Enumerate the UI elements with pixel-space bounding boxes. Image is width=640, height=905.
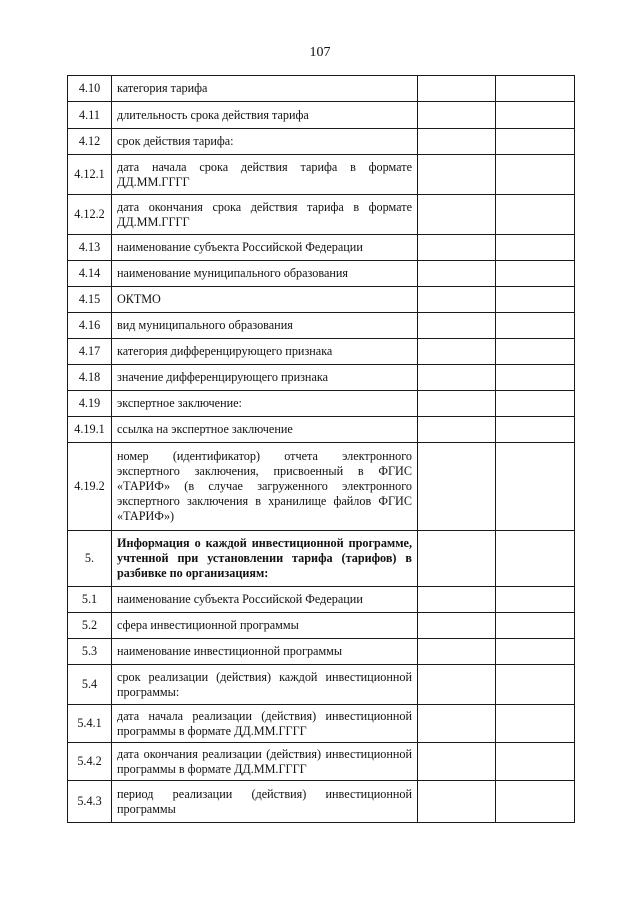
row-description: Информация о каждой инвестиционной программе, учтенной при установлении тарифа (тарифов) в разбивке по организациям: <box>112 531 418 587</box>
table-row <box>68 287 575 313</box>
row-number: 5.4.3 <box>68 781 112 823</box>
empty-cell <box>418 743 496 781</box>
row-description: категория дифференцирующего признака <box>112 339 418 365</box>
table-row <box>68 443 575 531</box>
row-number: 5.4 <box>68 665 112 705</box>
row-number: 4.14 <box>68 261 112 287</box>
empty-cell <box>496 313 575 339</box>
row-number: 4.19.1 <box>68 417 112 443</box>
row-description: категория тарифа <box>112 76 418 102</box>
table-row <box>68 365 575 391</box>
empty-cell <box>418 587 496 613</box>
empty-cell <box>496 417 575 443</box>
row-number: 4.12.2 <box>68 195 112 235</box>
table-row <box>68 102 575 129</box>
empty-cell <box>496 781 575 823</box>
empty-cell <box>418 129 496 155</box>
row-number: 4.19 <box>68 391 112 417</box>
table-row <box>68 743 575 781</box>
row-number: 5. <box>68 531 112 587</box>
empty-cell <box>418 705 496 743</box>
table-row <box>68 705 575 743</box>
table-row <box>68 339 575 365</box>
row-description: наименование субъекта Российской Федерации <box>112 587 418 613</box>
row-number: 5.4.1 <box>68 705 112 743</box>
row-description: наименование субъекта Российской Федерации <box>112 235 418 261</box>
table-row <box>68 665 575 705</box>
row-description: вид муниципального образования <box>112 313 418 339</box>
table-body <box>68 76 575 823</box>
row-number: 4.13 <box>68 235 112 261</box>
empty-cell <box>418 235 496 261</box>
empty-cell <box>418 102 496 129</box>
requirements-table <box>67 75 575 823</box>
empty-cell <box>496 102 575 129</box>
row-number: 4.15 <box>68 287 112 313</box>
empty-cell <box>418 313 496 339</box>
table-row <box>68 613 575 639</box>
empty-cell <box>496 339 575 365</box>
table-row <box>68 781 575 823</box>
row-description: ссылка на экспертное заключение <box>112 417 418 443</box>
table-row <box>68 155 575 195</box>
table-row <box>68 531 575 587</box>
empty-cell <box>418 639 496 665</box>
empty-cell <box>418 665 496 705</box>
row-description: дата начала срока действия тарифа в формате ДД.ММ.ГГГГ <box>112 155 418 195</box>
row-description: дата начала реализации (действия) инвестиционной программы в формате ДД.ММ.ГГГГ <box>112 705 418 743</box>
table-row <box>68 261 575 287</box>
table-row <box>68 391 575 417</box>
row-number: 4.17 <box>68 339 112 365</box>
empty-cell <box>496 639 575 665</box>
row-number: 5.4.2 <box>68 743 112 781</box>
empty-cell <box>496 705 575 743</box>
empty-cell <box>418 155 496 195</box>
table-row <box>68 587 575 613</box>
table-row <box>68 235 575 261</box>
empty-cell <box>418 365 496 391</box>
table-row <box>68 195 575 235</box>
empty-cell <box>496 531 575 587</box>
empty-cell <box>418 781 496 823</box>
row-description: срок реализации (действия) каждой инвестиционной программы: <box>112 665 418 705</box>
row-number: 4.12 <box>68 129 112 155</box>
empty-cell <box>496 665 575 705</box>
row-number: 5.1 <box>68 587 112 613</box>
empty-cell <box>496 129 575 155</box>
row-description: сфера инвестиционной программы <box>112 613 418 639</box>
row-description: номер (идентификатор) отчета электронного экспертного заключения, присвоенный в ФГИС «ТАРИФ» (в случае загруженного электронного экспертного заключения в хранилище файлов ФГИС «ТАРИФ») <box>112 443 418 531</box>
row-number: 4.18 <box>68 365 112 391</box>
empty-cell <box>496 261 575 287</box>
row-description: дата окончания срока действия тарифа в формате ДД.ММ.ГГГГ <box>112 195 418 235</box>
empty-cell <box>496 587 575 613</box>
row-description: ОКТМО <box>112 287 418 313</box>
row-description: значение дифференцирующего признака <box>112 365 418 391</box>
row-description: длительность срока действия тарифа <box>112 102 418 129</box>
empty-cell <box>496 443 575 531</box>
empty-cell <box>496 235 575 261</box>
table-row <box>68 76 575 102</box>
empty-cell <box>418 613 496 639</box>
empty-cell <box>418 443 496 531</box>
empty-cell <box>496 76 575 102</box>
empty-cell <box>496 365 575 391</box>
row-number: 5.3 <box>68 639 112 665</box>
row-description: наименование инвестиционной программы <box>112 639 418 665</box>
empty-cell <box>418 261 496 287</box>
empty-cell <box>418 76 496 102</box>
page-number: 107 <box>309 45 331 60</box>
row-number: 4.12.1 <box>68 155 112 195</box>
empty-cell <box>418 391 496 417</box>
empty-cell <box>496 613 575 639</box>
empty-cell <box>418 417 496 443</box>
empty-cell <box>496 743 575 781</box>
row-description: период реализации (действия) инвестиционной программы <box>112 781 418 823</box>
row-number: 5.2 <box>68 613 112 639</box>
empty-cell <box>496 287 575 313</box>
row-number: 4.10 <box>68 76 112 102</box>
empty-cell <box>418 339 496 365</box>
empty-cell <box>418 287 496 313</box>
row-description: наименование муниципального образования <box>112 261 418 287</box>
table-row <box>68 639 575 665</box>
row-number: 4.16 <box>68 313 112 339</box>
row-description: дата окончания реализации (действия) инвестиционной программы в формате ДД.ММ.ГГГГ <box>112 743 418 781</box>
table-row <box>68 129 575 155</box>
empty-cell <box>496 155 575 195</box>
empty-cell <box>418 195 496 235</box>
table-row <box>68 313 575 339</box>
row-description: экспертное заключение: <box>112 391 418 417</box>
table-row <box>68 417 575 443</box>
empty-cell <box>496 195 575 235</box>
row-description: срок действия тарифа: <box>112 129 418 155</box>
empty-cell <box>418 531 496 587</box>
row-number: 4.11 <box>68 102 112 129</box>
row-number: 4.19.2 <box>68 443 112 531</box>
empty-cell <box>496 391 575 417</box>
